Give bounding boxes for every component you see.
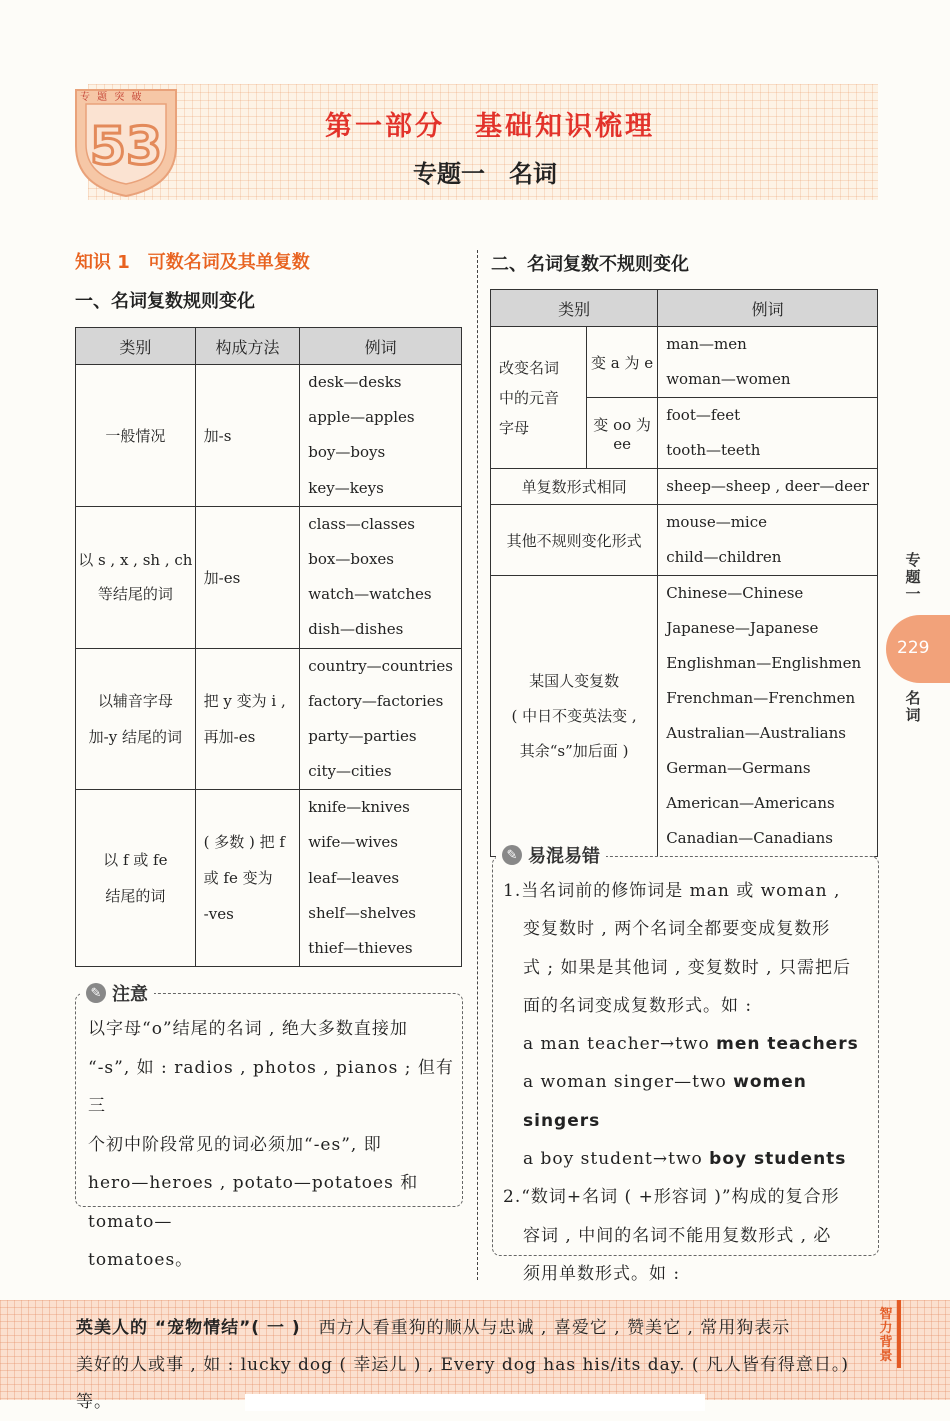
other-irregular-label: 其他不规则变化形式 [491, 505, 658, 576]
page-number: 229 [897, 638, 930, 658]
row-examples: country—countries factory—factories party—parties city—cities [300, 648, 462, 790]
section-heading-irregular: 二、名词复数不规则变化 [491, 254, 689, 275]
row-examples: Chinese—Chinese Japanese—Japanese Englishman—Englishmen Frenchman—Frenchmen Australian—Australians German—Germans American—Americans Canadian—Canadians [658, 576, 878, 857]
table-row [491, 469, 878, 505]
row-method: 加-s [195, 365, 300, 507]
header-category: 类别 [491, 290, 658, 327]
bottom-strip [245, 1394, 705, 1411]
confusion-title: ✎ 易混易错 [496, 842, 606, 868]
table-row [491, 505, 878, 576]
row-category: 以 f 或 fe 结尾的词 [76, 790, 196, 967]
table-row [491, 327, 878, 398]
footer-text: 英美人的 “宠物情结”( 一 ) 西方人看重狗的顺从与忠诚 , 喜爱它 , 赞美它 , 常用狗表示 美好的人或事 , 如 : lucky dog ( 幸运儿 ) , Every dog has his/its day. ( 凡人皆有得意日。) 等。 [76, 1318, 850, 1412]
row-method: 把 y 变为 i , 再加-es [195, 648, 300, 790]
rule-oo-to-ee: 变 oo 为 ee [587, 398, 658, 469]
row-examples: knife—knives wife—wives leaf—leaves shelf—shelves thief—thieves [300, 790, 462, 967]
row-examples: mouse—mice child—children [658, 505, 878, 576]
row-category: 以 s , x , sh , ch 等结尾的词 [76, 506, 196, 648]
footer-title: 英美人的 “宠物情结”( 一 ) [76, 1318, 301, 1338]
row-examples: foot—feet tooth—teeth [658, 398, 878, 469]
nationality-label: 某国人变复数 ( 中日不变英法变 , 其余“s”加后面 ) [491, 576, 658, 857]
section-heading-regular: 一、名词复数规则变化 [75, 291, 255, 312]
table-row [76, 790, 462, 967]
knowledge-heading: 知识 1 可数名词及其单复数 [75, 252, 310, 273]
topic-title: 专题一 名词 [413, 160, 557, 188]
header-examples: 例词 [658, 290, 878, 327]
header-category: 类别 [76, 328, 196, 365]
pencil-icon: ✎ [502, 845, 522, 865]
table-header-row [76, 328, 462, 365]
rule-a-to-e: 变 a 为 e [587, 327, 658, 398]
example-line: a woman singer—two women singers [523, 1072, 807, 1131]
row-examples: man—men woman—women [658, 327, 878, 398]
header-method: 构成方法 [195, 328, 300, 365]
pencil-icon: ✎ [86, 983, 106, 1003]
row-examples: desk—desks apple—apples boy—boys key—keys [300, 365, 462, 507]
row-method: 加-es [195, 506, 300, 648]
table-row [76, 648, 462, 790]
logo-tags: 专 题 突 破 [80, 92, 144, 103]
row-examples: class—classes box—boxes watch—watches dish—dishes [300, 506, 462, 648]
example-line: a boy student→two boy students [523, 1149, 847, 1170]
side-topic-label: 专 题 一 [905, 551, 921, 603]
part-title: 第一部分 基础知识梳理 [325, 111, 655, 142]
table-row [76, 506, 462, 648]
confusion-text: 1.当名词前的修饰词是 man 或 woman , 变复数时 , 两个名词全都要变成复数形 式 ; 如果是其他词 , 变复数时 , 只需把后 面的名词变成复数形式。如 : a man teacher→two men teachers a woman singer—two women singers a boy student→two boy students 2.“数词+名词 ( +形容词 )”构成的复合形 容词 , 中间的名词不能用复数形式 , 必 须用单数形式。如 : [503, 872, 873, 1293]
row-examples: sheep—sheep , deer—deer [658, 469, 878, 505]
logo-number: 53 [89, 117, 163, 177]
row-method: ( 多数 ) 把 f 或 fe 变为 -ves [195, 790, 300, 967]
row-category: 一般情况 [76, 365, 196, 507]
note-title: ✎ 注意 [80, 980, 154, 1006]
vowel-change-label: 改变名词 中的元音 字母 [491, 327, 587, 469]
column-divider [477, 250, 478, 1280]
note-text: 以字母“o”结尾的名词 , 绝大多数直接加 “-s”, 如 : radios , photos , pianos ; 但有三 个初中阶段常见的词必须加“-es”, 即 hero—heroes , potato—potatoes 和 tomato— tomatoes。 [88, 1019, 454, 1270]
row-category: 以辅音字母 加-y 结尾的词 [76, 648, 196, 790]
table-row [76, 365, 462, 507]
footer-tag: 智 力 背 景 [879, 1307, 893, 1364]
example-line: a man teacher→two men teachers [523, 1034, 859, 1055]
regular-plural-table [75, 327, 462, 967]
table-row [491, 576, 878, 857]
irregular-plural-table [490, 289, 878, 857]
header-examples: 例词 [300, 328, 462, 365]
same-form-label: 单复数形式相同 [491, 469, 658, 505]
footer-accent-bar [897, 1300, 901, 1368]
side-section-label: 名 词 [905, 689, 921, 724]
table-header-row [491, 290, 878, 327]
